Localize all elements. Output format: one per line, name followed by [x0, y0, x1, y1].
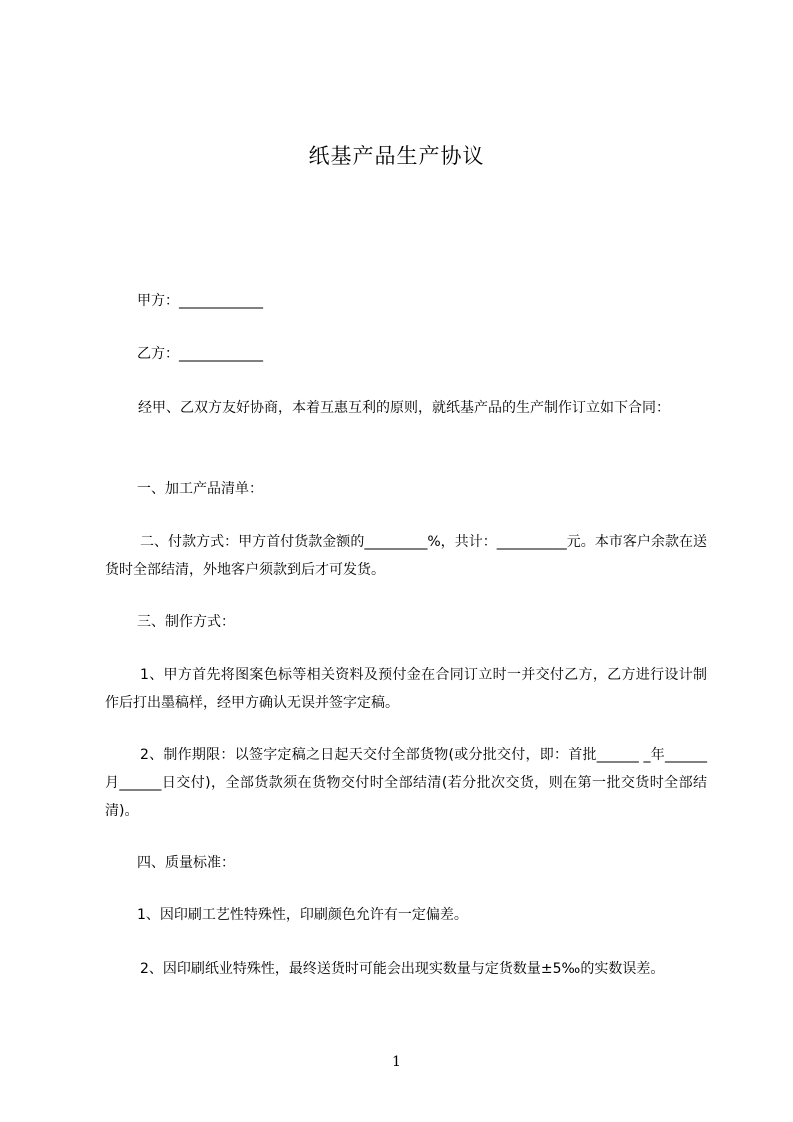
document-title: 纸基产品生产协议: [308, 144, 485, 168]
page-number: 1: [392, 1054, 401, 1070]
section-4-heading: 四、质量标准：: [137, 855, 235, 871]
section-3-item-2: 2、制作期限：以签字定稿之日起天交付全部货物(或分批交付，即：首批______ _年______月______日交付)，全部货款须在货物交付时全部结清(若分批次交货，则在第一批交货时全部结清)。: [105, 747, 707, 819]
section-4-item-1: 1、因印刷工艺性特殊性，印刷颜色允许有一定偏差。: [137, 907, 468, 923]
section-1-heading: 一、加工产品清单：: [137, 481, 263, 497]
section-2-paragraph: 二、付款方式：甲方首付货款金额的_________%，共计：__________元。本市客户余款在送货时全部结清，外地客户须款到后才可发货。: [105, 534, 707, 578]
party-b-line: 乙方：____________: [137, 346, 263, 362]
intro-paragraph: 经甲、乙双方友好协商，本着互惠互利的原则，就纸基产品的生产制作订立如下合同：: [138, 400, 670, 416]
section-3-item-1: 1、甲方首先将图案色标等相关资料及预付金在合同订立时一并交付乙方，乙方进行设计制作后打出墨稿样，经甲方确认无误并签字定稿。: [105, 667, 707, 711]
party-a-line: 甲方：____________: [137, 293, 263, 309]
section-4-item-2: 2、因印刷纸业特殊性，最终送货时可能会出现实数量与定货数量±5‰的实数误差。: [140, 961, 665, 977]
section-3-heading: 三、制作方式：: [137, 614, 235, 630]
